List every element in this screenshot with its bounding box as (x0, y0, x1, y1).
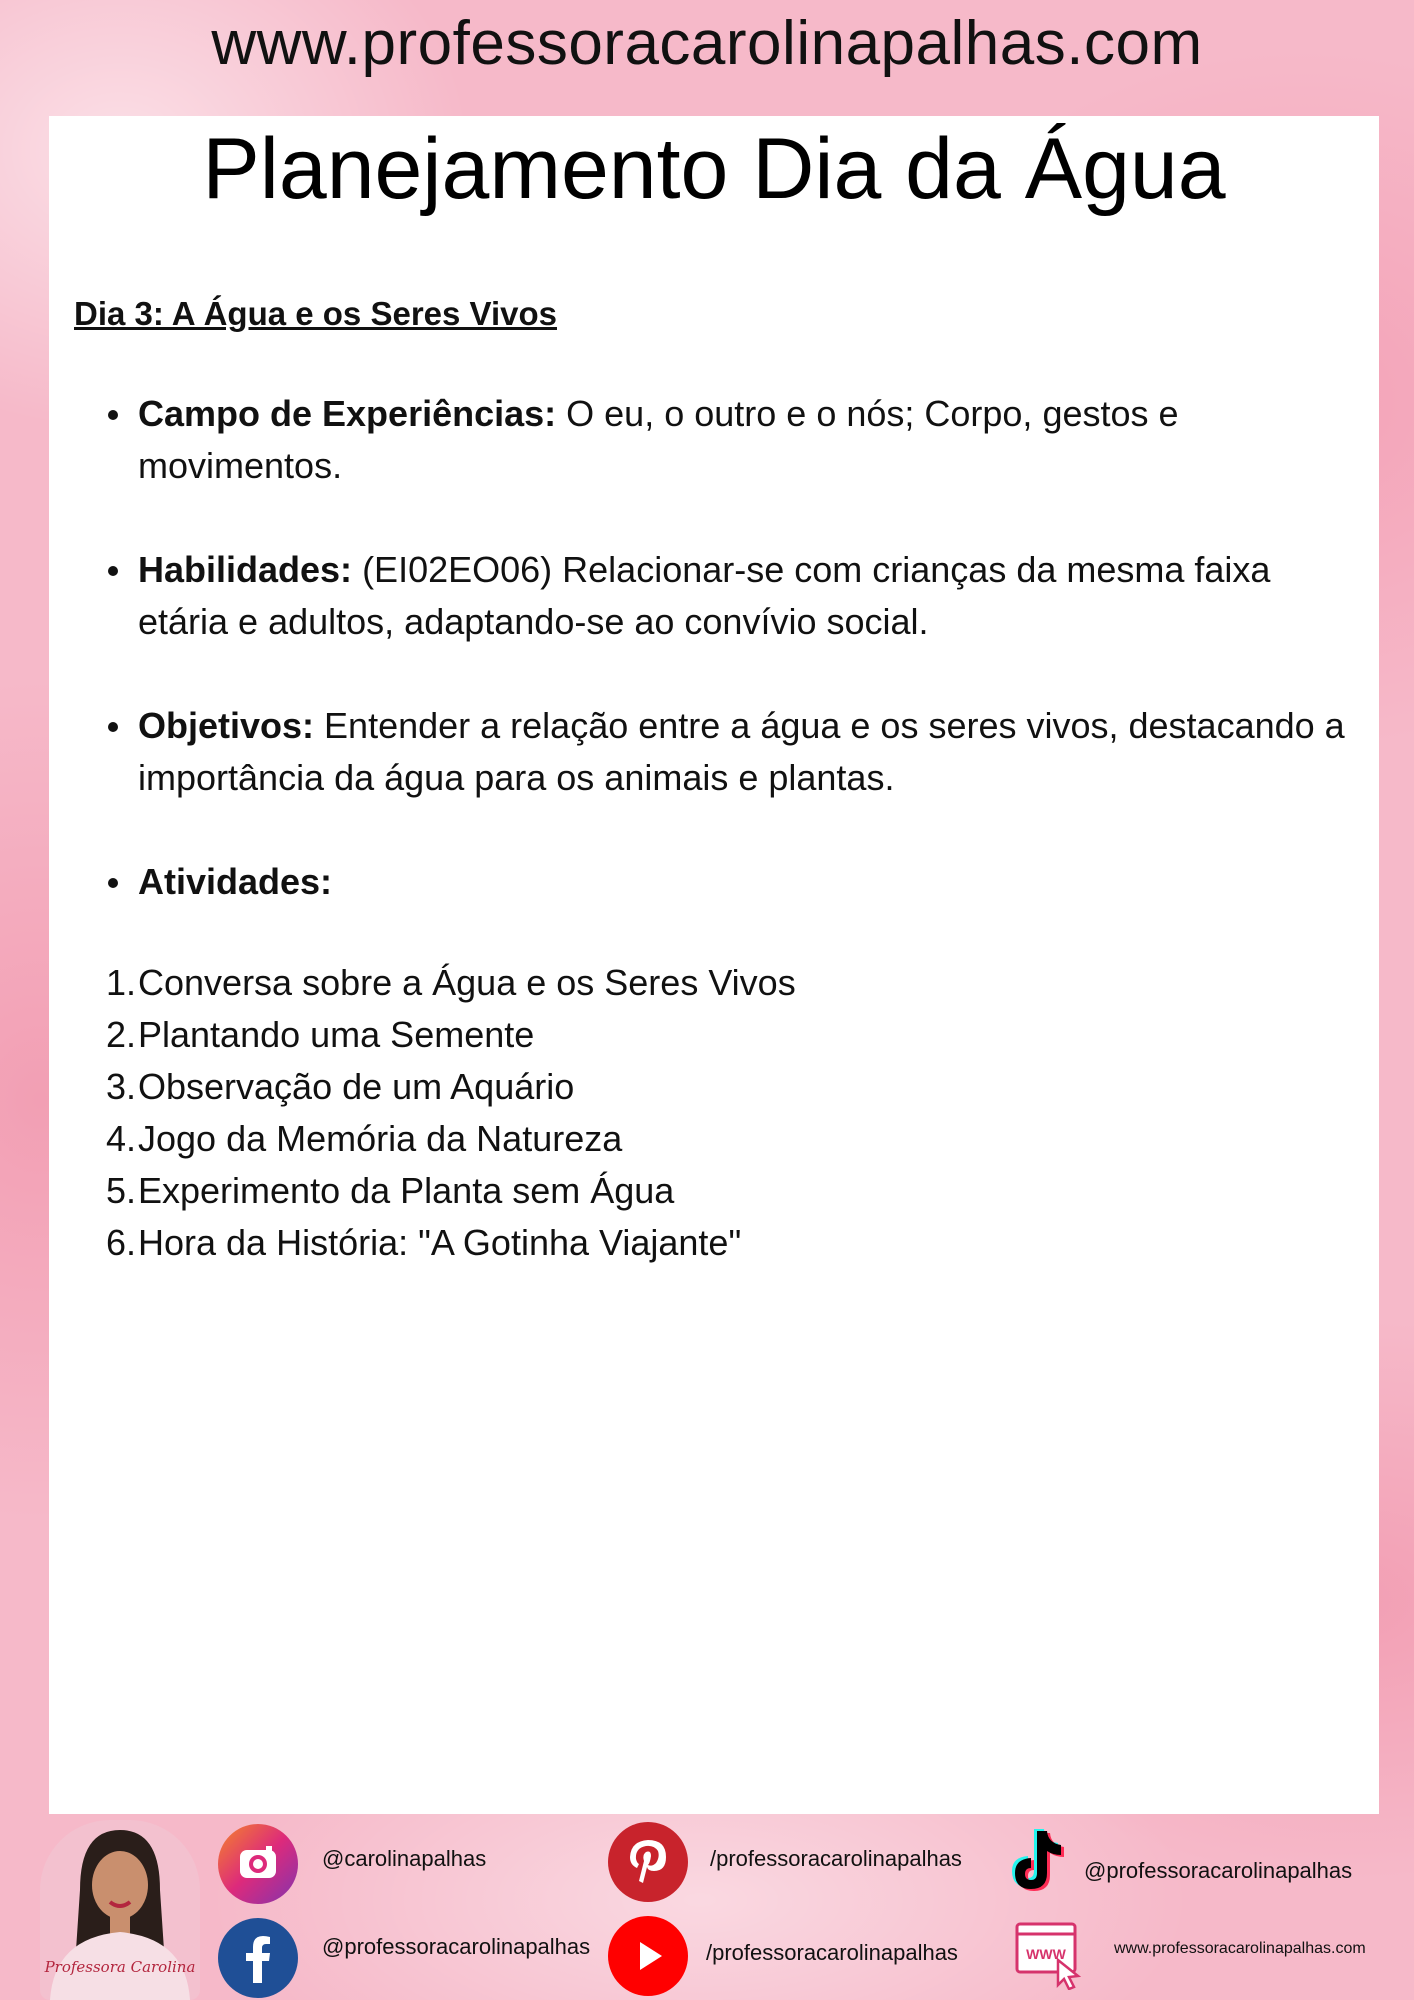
activity-item (74, 1165, 1364, 1217)
tiktok-handle[interactable]: @professoracarolinapalhas (1084, 1858, 1353, 1883)
activity-item (74, 1009, 1364, 1061)
shirt-text: Professora Carolina (44, 1958, 196, 1976)
item-text: Entender a relação entre a água e os seres vivos, destacando a importância da água para os animais e plantas. (138, 705, 1345, 798)
page-title: Planejamento Dia da Água (202, 121, 1226, 217)
activity-number: 5. (105, 1170, 136, 1211)
item-text: O eu, o outro e o nós; Corpo, gestos e movimentos. (138, 393, 1179, 486)
activity-item (74, 957, 1364, 1009)
www-label: WWW (1026, 1946, 1066, 1962)
item-label: Atividades: (138, 861, 333, 902)
pinterest-handle[interactable]: /professoracarolinapalhas (710, 1846, 962, 1871)
plan-content (74, 288, 1364, 1269)
list-item-atividades (74, 856, 1364, 908)
list-item-objetivos (74, 700, 1364, 804)
activity-text: Observação de um Aquário (138, 1066, 575, 1107)
activity-number: 2. (105, 1014, 136, 1055)
instagram-icon[interactable] (218, 1824, 298, 1904)
item-label: Habilidades: (138, 549, 353, 590)
youtube-icon[interactable] (608, 1916, 688, 1996)
activity-number: 6. (105, 1222, 136, 1263)
activity-number: 4. (105, 1118, 136, 1159)
info-list (74, 388, 1364, 908)
activity-text: Experimento da Planta sem Água (138, 1170, 675, 1211)
facebook-icon[interactable] (218, 1918, 298, 1998)
social-footer (0, 1814, 1414, 2000)
website-icon[interactable] (1010, 1914, 1090, 1994)
facebook-handle[interactable]: @professoracarolinapalhas (322, 1934, 591, 1959)
pinterest-icon[interactable] (608, 1822, 688, 1902)
activity-text: Plantando uma Semente (138, 1014, 535, 1055)
list-item-habilidades (74, 544, 1364, 648)
tiktok-icon[interactable] (994, 1822, 1074, 1902)
activity-text: Conversa sobre a Água e os Seres Vivos (138, 962, 796, 1003)
document-page (49, 116, 1379, 1814)
activities-list (74, 957, 1364, 1269)
activity-number: 1. (105, 962, 136, 1003)
activity-number: 3. (105, 1066, 136, 1107)
list-item-campo (74, 388, 1364, 492)
site-url-header[interactable]: www.professoracarolinapalhas.com (211, 9, 1203, 78)
activity-text: Jogo da Memória da Natureza (138, 1118, 623, 1159)
activity-item (74, 1061, 1364, 1113)
instagram-handle[interactable]: @carolinapalhas (322, 1846, 487, 1871)
item-label: Campo de Experiências: (138, 393, 557, 434)
avatar (40, 1820, 200, 2000)
activity-text: Hora da História: "A Gotinha Viajante" (138, 1222, 742, 1263)
website-link[interactable]: www.professoracarolinapalhas.com (1114, 1940, 1366, 1957)
activity-item (74, 1113, 1364, 1165)
youtube-handle[interactable]: /professoracarolinapalhas (706, 1940, 958, 1965)
item-text: (EI02EO06) Relacionar-se com crianças da mesma faixa etária e adultos, adaptando-se ao convívio social. (138, 549, 1271, 642)
activity-item (74, 1217, 1364, 1269)
day-heading: Dia 3: A Água e os Seres Vivos (74, 295, 557, 332)
item-label: Objetivos: (138, 705, 315, 746)
